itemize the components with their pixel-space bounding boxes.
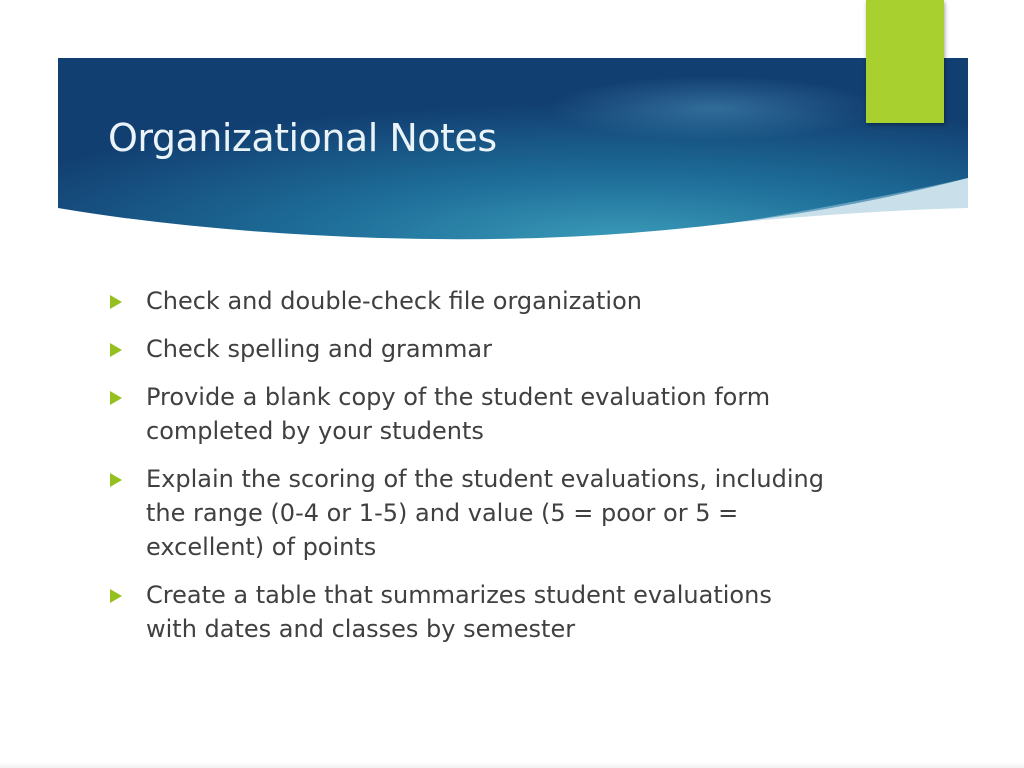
- accent-tab: [866, 0, 944, 123]
- bullet-list: [108, 284, 828, 660]
- bullet-text: Check spelling and grammar: [146, 335, 492, 363]
- list-item: [108, 578, 828, 646]
- bullet-text: Create a table that summarizes student evaluations with dates and classes by semester: [146, 581, 772, 643]
- triangle-right-icon: [110, 391, 122, 405]
- footer-divider: [0, 762, 1024, 768]
- list-item: [108, 284, 828, 318]
- triangle-right-icon: [110, 343, 122, 357]
- triangle-right-icon: [110, 295, 122, 309]
- triangle-right-icon: [110, 589, 122, 603]
- bullet-text: Provide a blank copy of the student evaluation form completed by your students: [146, 383, 771, 445]
- list-item: [108, 462, 828, 564]
- slide-title: Organizational Notes: [108, 116, 497, 160]
- triangle-right-icon: [110, 473, 122, 487]
- list-item: [108, 332, 828, 366]
- bullet-text: Explain the scoring of the student evaluations, including the range (0-4 or 1-5) and value (5 = poor or 5 = excellent) of points: [146, 465, 824, 561]
- bullet-text: Check and double-check file organization: [146, 287, 642, 315]
- list-item: [108, 380, 828, 448]
